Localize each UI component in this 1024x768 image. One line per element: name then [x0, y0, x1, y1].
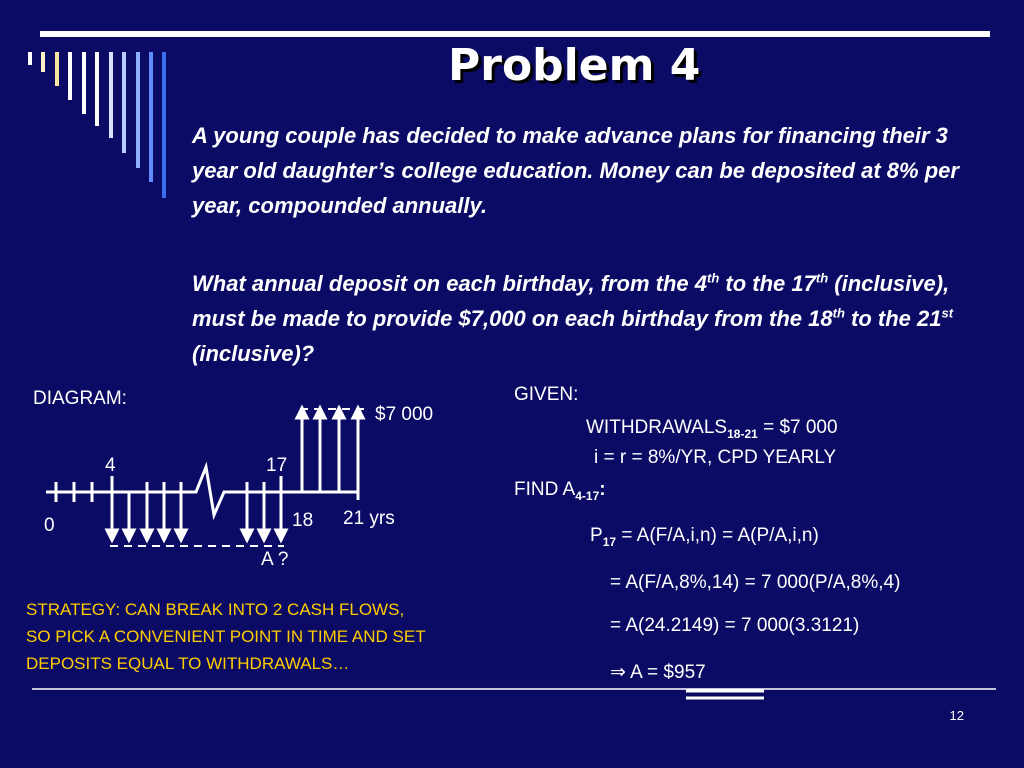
equation-1	[590, 525, 819, 549]
strategy-line: STRATEGY: CAN BREAK INTO 2 CASH FLOWS,	[26, 600, 405, 619]
label-year-4: 4	[105, 455, 116, 476]
label-7000: $7 000	[375, 404, 434, 425]
withdrawals-value: = $7 000	[757, 417, 838, 438]
implies-icon: ⇒	[610, 662, 626, 683]
strategy-line: SO PICK A CONVENIENT POINT IN TIME AND SET	[26, 627, 426, 646]
answer-line	[610, 661, 706, 684]
superscript: th	[815, 270, 829, 286]
problem-paragraph-1: A young couple has decided to make advance plans for financing their 3 year old daughter’s college education. Money can be deposited at 8% per year, compounded annually.	[192, 123, 959, 218]
equation-2: = A(F/A,8%,14) = 7 000(P/A,8%,4)	[610, 572, 901, 593]
label-deposit-a: A ?	[261, 549, 289, 570]
superscript: st	[941, 305, 954, 321]
diagram-heading: DIAGRAM:	[33, 388, 127, 409]
strategy-line: DEPOSITS EQUAL TO WITHDRAWALS…	[26, 654, 350, 673]
p-subscript: 17	[602, 535, 617, 549]
equation-3: = A(24.2149) = 7 000(3.3121)	[610, 615, 860, 636]
page-number: 12	[949, 708, 964, 723]
label-year-0: 0	[44, 515, 55, 536]
problem-text: to the 21	[844, 306, 942, 331]
problem-text: (inclusive), must be made to provide $7,000 on each birthday from the 18	[192, 271, 950, 331]
superscript: th	[707, 270, 720, 286]
given-heading: GIVEN:	[514, 384, 579, 405]
withdrawals-subscript: 18-21	[727, 427, 758, 441]
deposit-arrows	[112, 476, 281, 536]
withdrawal-arrows	[302, 412, 358, 500]
superscript: th	[832, 305, 845, 321]
find-line	[514, 479, 606, 503]
given-withdrawals	[586, 417, 838, 441]
answer-text: A = $957	[625, 662, 706, 683]
p-label: P	[590, 525, 603, 546]
label-year-17: 17	[266, 455, 288, 476]
label-year-18: 18	[292, 510, 314, 531]
find-subscript: 4-17	[575, 489, 600, 503]
withdrawals-label: WITHDRAWALS	[586, 417, 728, 438]
label-year-21: 21 yrs	[343, 508, 395, 529]
find-colon: :	[599, 479, 606, 500]
cash-flow-diagram	[0, 0, 520, 600]
problem-text: What annual deposit on each birthday, from the 4	[192, 271, 708, 296]
problem-text: (inclusive)?	[192, 341, 315, 366]
strategy-note	[26, 596, 426, 677]
find-label: FIND A	[514, 479, 576, 500]
problem-text: to the 17	[719, 271, 816, 296]
slide-title: Problem 4	[448, 40, 701, 91]
footer-rule	[0, 686, 1024, 692]
given-rate: i = r = 8%/YR, CPD YEARLY	[594, 447, 837, 468]
equation-1-text: = A(F/A,i,n) = A(P/A,i,n)	[616, 525, 819, 546]
